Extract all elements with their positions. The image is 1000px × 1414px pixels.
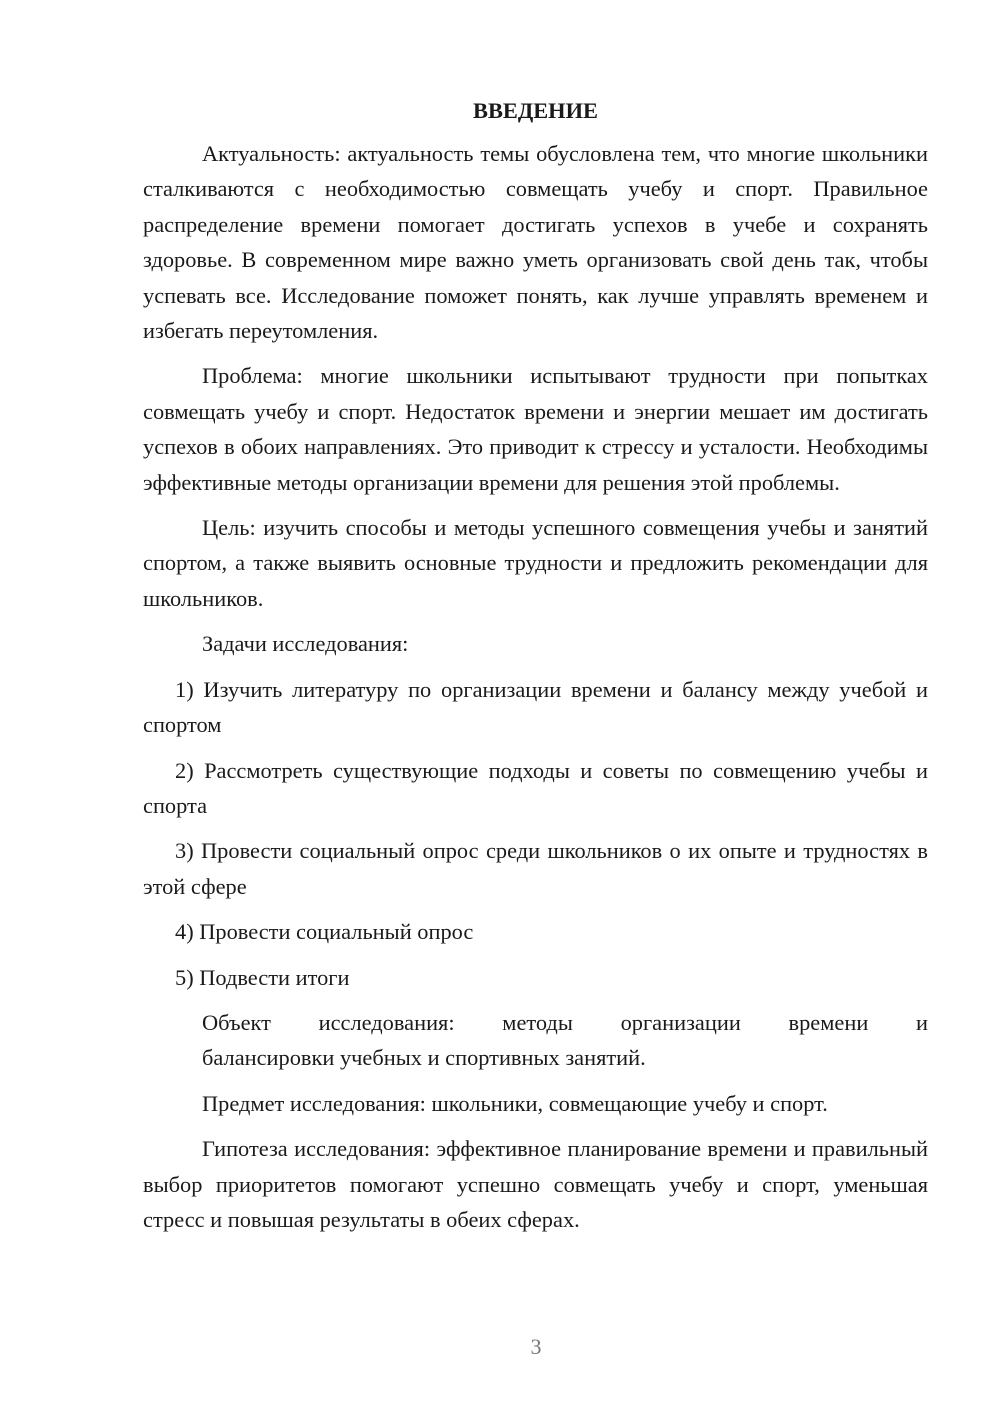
task-item-2: 2) Рассмотреть существующие подходы и советы по совмещению учебы и спорта xyxy=(143,757,928,818)
task-item-4: 4) Провести социальный опрос xyxy=(175,919,474,945)
document-body xyxy=(143,96,928,1247)
research-object-paragraph xyxy=(143,1005,928,1076)
task-item-5: 5) Подвести итоги xyxy=(175,964,350,990)
goal-paragraph: Цель: изучить способы и методы успешного совмещения учебы и занятий спортом, а также выявить основные трудности и предложить рекомендации для школьников. xyxy=(143,515,928,611)
tasks-heading: Задачи исследования: xyxy=(202,631,409,657)
task-item-3: 3) Провести социальный опрос среди школьников о их опыте и трудностях в этой сфере xyxy=(143,838,928,899)
research-object-line-2: балансировки учебных и спортивных занятий. xyxy=(202,1045,646,1071)
problem-paragraph: Проблема: многие школьники испытывают трудности при попытках совмещать учебу и спорт. Недостаток времени и энергии мешает им достигать успехов в обоих направлениях. Это приводит к стрессу и усталости. Необходимы эффективные методы организации времени для решения этой проблемы. xyxy=(143,363,928,495)
task-item-1: 1) Изучить литературу по организации времени и балансу между учебой и спортом xyxy=(143,676,928,738)
section-title: ВВЕДЕНИЕ xyxy=(473,98,598,123)
research-object-line-1: Объект исследования: методы организации времени и xyxy=(202,1009,928,1035)
page-number: 3 xyxy=(530,1334,542,1359)
research-subject-paragraph: Предмет исследования: школьники, совмещающие учебу и спорт. xyxy=(202,1090,828,1116)
relevance-paragraph: Актуальность: актуальность темы обусловлена тем, что многие школьники сталкиваются с необходимостью совмещать учебу и спорт. Правильное распределение времени помогает достигать успехов в учебе и сохранять здоровье. В современном мире важно уметь организовать свой день так, чтобы успевать все. Исследование поможет понять, как лучше управлять временем и избегать переутомления. xyxy=(143,141,928,344)
hypothesis-paragraph: Гипотеза исследования: эффективное планирование времени и правильный выбор приоритетов помогают успешно совмещать учебу и спорт, уменьшая стресс и повышая результаты в обеих сферах. xyxy=(143,1136,928,1232)
